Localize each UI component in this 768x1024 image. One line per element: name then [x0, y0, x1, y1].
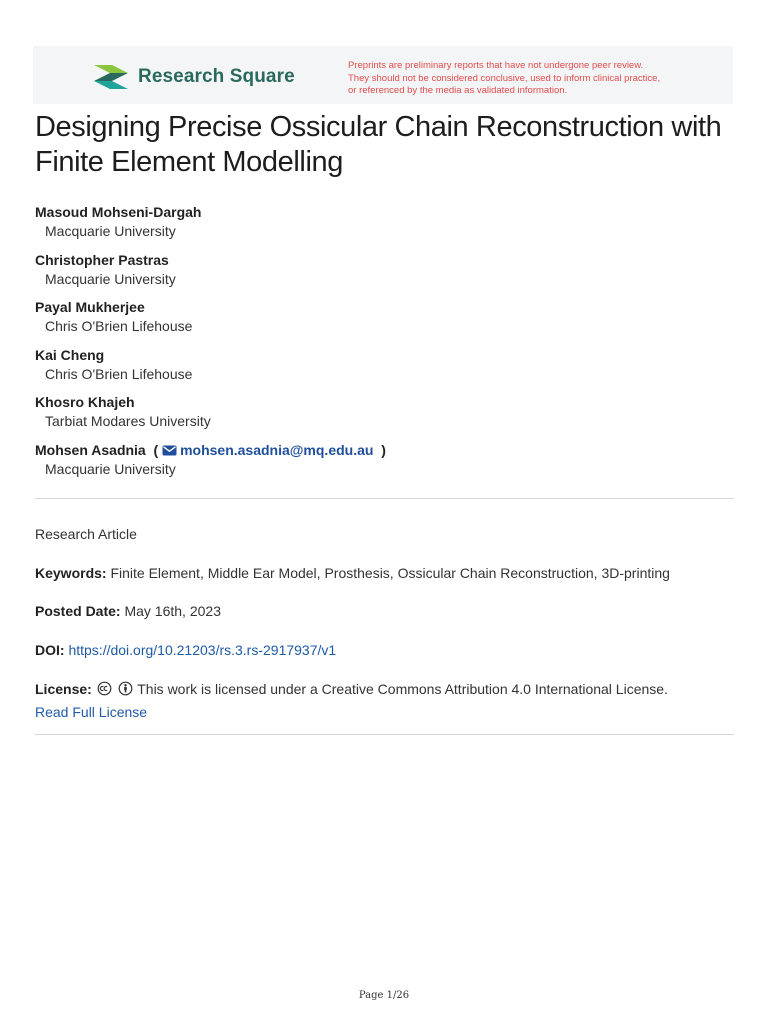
author-affiliation: Chris O'Brien Lifehouse	[45, 318, 193, 334]
paper-title: Designing Precise Ossicular Chain Reconstruction with Finite Element Modelling	[35, 111, 722, 178]
by-attribution-icon	[118, 681, 133, 696]
preprint-disclaimer	[348, 60, 708, 98]
author-name: Christopher Pastras	[35, 251, 169, 268]
keywords-value: Finite Element, Middle Ear Model, Prosthesis, Ossicular Chain Reconstruction, 3D-printing	[110, 565, 670, 581]
author-name: Payal Mukherjee	[35, 299, 145, 315]
divider	[35, 498, 734, 499]
license-text: This work is licensed under a Creative Commons Attribution 4.0 International License.	[137, 681, 668, 697]
posted-date-value: May 16th, 2023	[124, 603, 221, 619]
brand-name: Research Square	[138, 66, 295, 87]
keywords-label: Keywords:	[35, 565, 107, 581]
corresponding-author-entry	[35, 441, 735, 489]
author-list	[35, 203, 735, 488]
cc-icon	[97, 681, 112, 696]
license-row	[35, 679, 735, 699]
article-type-text: Research Article	[35, 526, 137, 542]
envelope-icon	[162, 445, 177, 456]
article-type	[35, 524, 735, 544]
read-full-license-link[interactable]: Read Full License	[35, 704, 148, 720]
author-name: Masoud Mohseni-Dargah	[35, 204, 202, 220]
page-number: Page 1/26	[358, 990, 410, 1001]
author-affiliation: Macquarie University	[45, 223, 176, 239]
read-license-row	[35, 702, 735, 722]
author-entry	[35, 298, 735, 346]
author-entry	[35, 393, 735, 441]
research-square-logo-icon	[92, 62, 130, 92]
author-email-link[interactable]	[162, 442, 373, 458]
author-name: Khosro Khajeh	[35, 394, 135, 410]
doi-row	[35, 640, 735, 660]
license-label: License:	[35, 681, 92, 697]
author-entry	[35, 346, 735, 394]
author-affiliation: Chris O'Brien Lifehouse	[45, 365, 193, 382]
author-name: Mohsen Asadnia	[35, 441, 146, 458]
posted-date-label: Posted Date:	[35, 603, 121, 619]
disclaimer-line: They should not be considered conclusive, used to inform clinical practice,	[348, 72, 661, 84]
disclaimer-line: Preprints are preliminary reports that have not undergone peer review.	[348, 60, 644, 71]
author-affiliation: Macquarie University	[45, 270, 176, 287]
disclaimer-line: or referenced by the media as validated information.	[348, 85, 568, 96]
posted-date-row	[35, 601, 735, 621]
divider	[35, 734, 734, 735]
author-affiliation: Macquarie University	[45, 460, 176, 477]
email-close-paren: )	[377, 441, 386, 458]
research-square-logo[interactable]	[92, 62, 295, 92]
author-name: Kai Cheng	[35, 346, 105, 363]
author-entry	[35, 203, 735, 251]
email-open-paren: (	[149, 441, 159, 458]
author-email: mohsen.asadnia@mq.edu.au	[180, 441, 374, 458]
doi-label: DOI:	[35, 642, 65, 658]
keywords-row	[35, 563, 735, 583]
author-affiliation: Tarbiat Modares University	[45, 413, 211, 429]
doi-link[interactable]: https://doi.org/10.21203/rs.3.rs-2917937/v1	[68, 642, 337, 658]
author-entry	[35, 251, 735, 299]
